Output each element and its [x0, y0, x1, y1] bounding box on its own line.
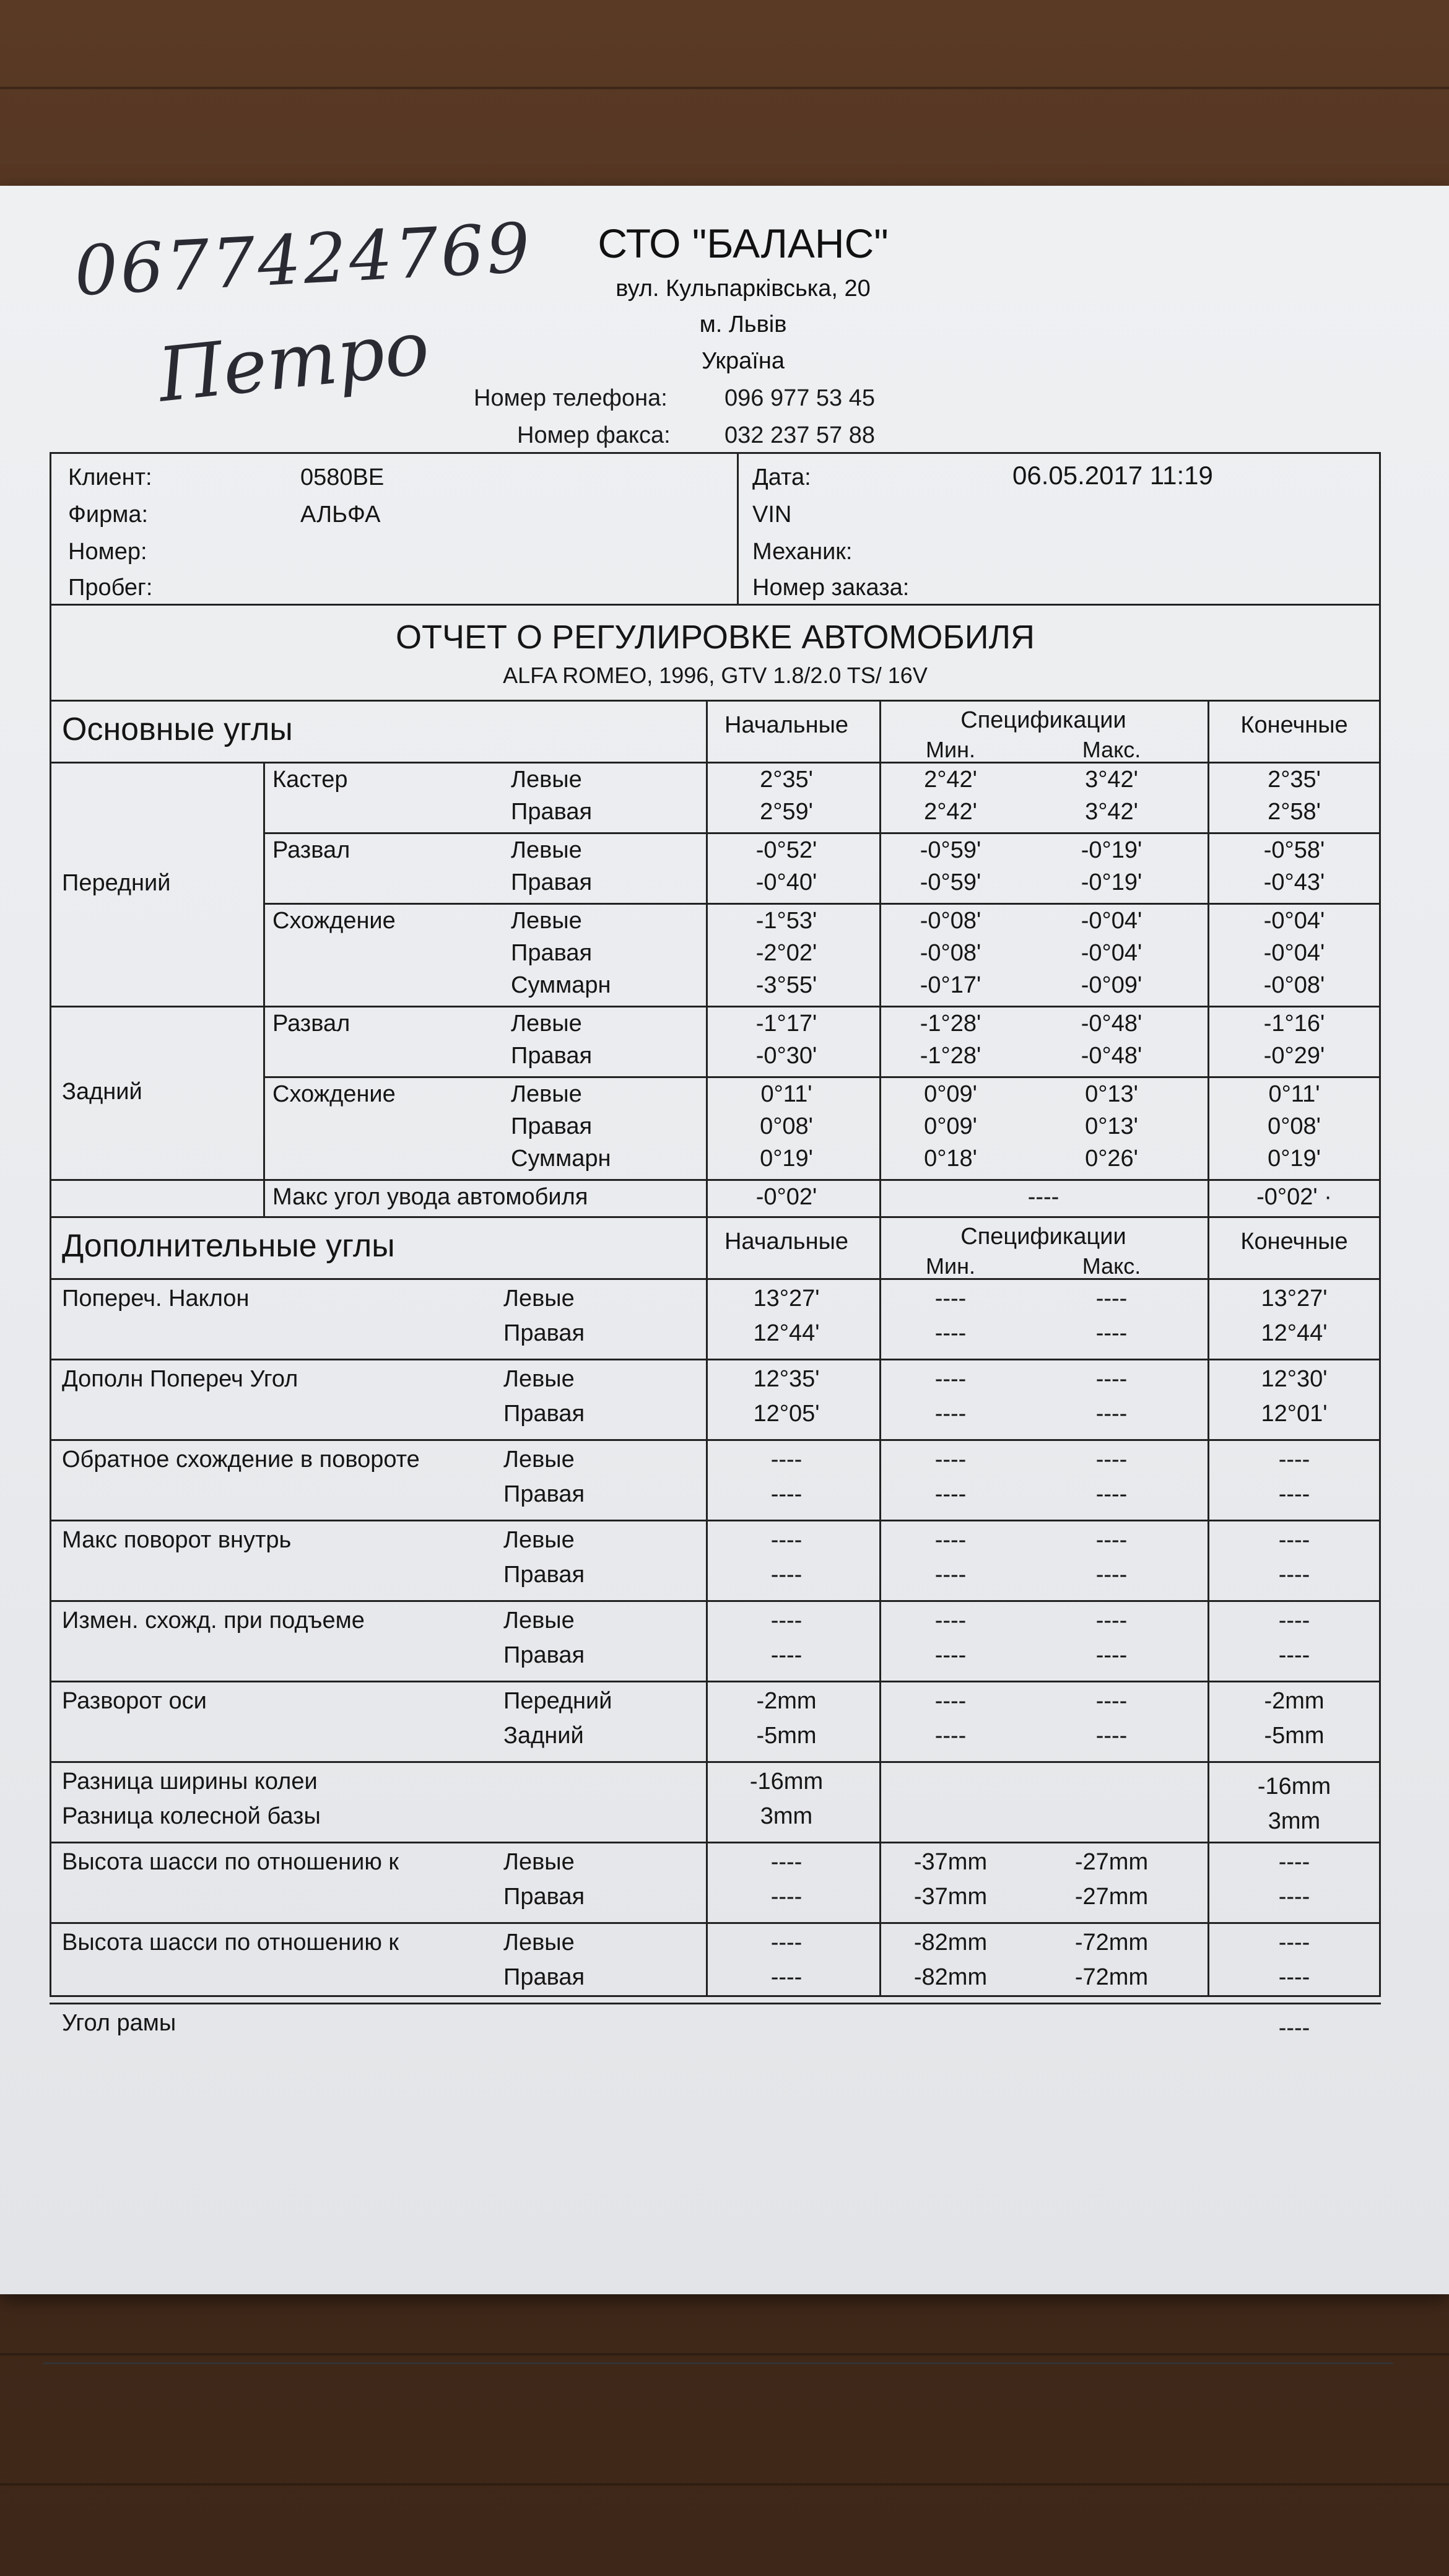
- final-value: ----: [1278, 1849, 1310, 1875]
- row-divider: [50, 1681, 1381, 1682]
- vin-label: VIN: [752, 502, 792, 528]
- row-divider: [50, 1216, 1381, 1218]
- column-header-max: Макс.: [1082, 1253, 1141, 1279]
- spec-max-value: -0°04': [1081, 908, 1142, 934]
- side-label: Левые: [511, 908, 582, 934]
- spec-max-value: 0°26': [1085, 1146, 1138, 1172]
- side-label: Правая: [503, 1642, 585, 1668]
- initial-value: -0°30': [755, 1043, 817, 1069]
- row-divider: [50, 2003, 1381, 2004]
- row-divider: [50, 1278, 1381, 1280]
- row-divider: [50, 604, 1381, 606]
- spec-min-value: -0°17': [920, 972, 981, 998]
- final-value: 0°08': [1268, 1113, 1321, 1139]
- column-header-initial: Начальные: [724, 712, 849, 738]
- column-header-final: Конечные: [1240, 1229, 1348, 1255]
- handwritten-name: Петро: [154, 305, 433, 419]
- final-value: -0°43': [1263, 869, 1325, 895]
- client-value: 0580BE: [300, 464, 385, 490]
- row-divider: [50, 1439, 1381, 1441]
- alignment-report-table: [50, 452, 1381, 2041]
- spec-min-value: ----: [934, 1527, 967, 1553]
- spec-min-value: 2°42': [924, 799, 977, 825]
- column-header-spec: Спецификации: [960, 1224, 1126, 1250]
- spec-min-value: 0°18': [924, 1146, 977, 1172]
- wood-seam: [0, 2353, 1449, 2356]
- spec-max-value: ----: [1095, 1366, 1128, 1392]
- final-value: ----: [1278, 1447, 1310, 1473]
- final-value: ----: [1278, 1930, 1310, 1956]
- final-value: -0°29': [1263, 1043, 1325, 1069]
- date-label: Дата:: [752, 464, 811, 490]
- final-value: -5mm: [1264, 1723, 1325, 1749]
- final-value: ----: [1278, 1527, 1310, 1553]
- spec-max-value: -0°19': [1081, 837, 1142, 863]
- additional-angle-name: Высота шасси по отношению к: [62, 1930, 399, 1956]
- side-label: Левые: [503, 1527, 575, 1553]
- client-label: Клиент:: [68, 464, 152, 490]
- firm-value: АЛЬФА: [300, 502, 381, 528]
- spec-min-value: ----: [934, 1320, 967, 1346]
- firm-label: Фирма:: [68, 502, 149, 528]
- paper-sheet: [0, 186, 1449, 2294]
- additional-angle-name: Разница ширины колеи: [62, 1769, 318, 1795]
- side-label: Левые: [503, 1286, 575, 1312]
- bottom-rule: [43, 2362, 1393, 2364]
- spec-max-value: -0°09': [1081, 972, 1142, 998]
- row-divider: [50, 1600, 1381, 1602]
- angle-name: Схождение: [272, 908, 396, 934]
- spec-min-value: ----: [934, 1481, 967, 1507]
- final-value: ----: [1278, 1481, 1310, 1507]
- column-divider: [1208, 1216, 1209, 1997]
- final-value: -0°04': [1263, 940, 1325, 966]
- side-label: Задний: [503, 1723, 584, 1749]
- side-label: Левые: [511, 1011, 582, 1037]
- side-label: Левые: [503, 1608, 575, 1634]
- final-value: 12°44': [1261, 1320, 1328, 1346]
- wood-seam: [0, 2483, 1449, 2486]
- order-number-label: Номер заказа:: [752, 575, 910, 601]
- spec-min-value: ----: [934, 1723, 967, 1749]
- initial-value: ----: [770, 1642, 803, 1668]
- phone-label: Номер телефона:: [474, 385, 668, 411]
- row-divider: [50, 700, 1381, 702]
- initial-value: -16mm: [749, 1769, 824, 1795]
- final-value: 0°19': [1268, 1146, 1321, 1172]
- spec-min-value: ----: [934, 1608, 967, 1634]
- spec-min-value: 0°09': [924, 1113, 977, 1139]
- initial-value: 12°35': [753, 1366, 820, 1392]
- spec-max-value: ----: [1095, 1642, 1128, 1668]
- spec-min-value: -1°28': [920, 1011, 981, 1037]
- column-divider: [879, 1216, 881, 1997]
- company-street: вул. Кульпарківська, 20: [616, 276, 871, 302]
- spec-max-value: ----: [1095, 1723, 1128, 1749]
- row-divider: [50, 1359, 1381, 1360]
- initial-value: 0°11': [760, 1081, 812, 1107]
- wood-seam: [0, 87, 1449, 89]
- additional-angle-name: Угол рамы: [62, 2010, 176, 2036]
- spec-max-value: ----: [1095, 1527, 1128, 1553]
- final-value: ----: [1278, 1642, 1310, 1668]
- angle-name: Развал: [272, 1011, 350, 1037]
- date-value: 06.05.2017 11:19: [1012, 461, 1213, 490]
- spec-min-value: -82mm: [913, 1930, 988, 1956]
- initial-value: 12°44': [753, 1320, 820, 1346]
- initial-value: ----: [770, 1930, 803, 1956]
- initial-value: -0°52': [755, 837, 817, 863]
- initial-value: 12°05': [753, 1401, 820, 1427]
- fax-label: Номер факса:: [517, 422, 671, 448]
- row-divider: [263, 832, 1381, 834]
- spec-min-value: ----: [934, 1366, 967, 1392]
- company-country: Україна: [701, 348, 785, 374]
- spec-max-value: -0°48': [1081, 1043, 1142, 1069]
- side-label: Правая: [511, 799, 593, 825]
- spec-min-value: -82mm: [913, 1964, 988, 1990]
- side-label: Левые: [503, 1849, 575, 1875]
- spec-max-value: 0°13': [1085, 1113, 1138, 1139]
- initial-value: 0°08': [760, 1113, 813, 1139]
- final-value: ----: [1278, 2015, 1310, 2041]
- spec-max-value: -27mm: [1074, 1849, 1149, 1875]
- initial-value: 2°59': [760, 799, 813, 825]
- initial-value: -2mm: [756, 1688, 817, 1714]
- column-divider: [1208, 700, 1209, 1216]
- row-divider: [263, 1076, 1381, 1078]
- side-label: Правая: [503, 1481, 585, 1507]
- column-header-final: Конечные: [1240, 712, 1348, 738]
- axle-label: Передний: [62, 870, 171, 896]
- side-label: Правая: [503, 1320, 585, 1346]
- spec-min-value: -0°59': [920, 869, 981, 895]
- row-divider: [50, 1842, 1381, 1843]
- fax-value: 032 237 57 88: [724, 422, 876, 448]
- initial-value: ----: [770, 1608, 803, 1634]
- side-label: Левые: [511, 837, 582, 863]
- final-value: -0°04': [1263, 908, 1325, 934]
- spec-max-value: ----: [1095, 1320, 1128, 1346]
- column-divider: [879, 700, 881, 1216]
- side-label: Левые: [511, 767, 582, 793]
- spec-min-value: ----: [934, 1562, 967, 1588]
- spec-max-value: -0°48': [1081, 1011, 1142, 1037]
- row-divider: [50, 1520, 1381, 1521]
- final-value: ----: [1278, 1608, 1310, 1634]
- spec-min-value: ----: [934, 1286, 967, 1312]
- initial-value: ----: [770, 1481, 803, 1507]
- initial-value: -1°53': [755, 908, 817, 934]
- final-value: 3mm: [1268, 1808, 1321, 1834]
- initial-value: ----: [770, 1447, 803, 1473]
- final-value: 0°11': [1268, 1081, 1320, 1107]
- initial-value: ----: [770, 1964, 803, 1990]
- spec-min-value: ----: [934, 1401, 967, 1427]
- initial-value: -5mm: [756, 1723, 817, 1749]
- spec-max-value: 3°42': [1085, 799, 1138, 825]
- final-value: 12°01': [1261, 1401, 1328, 1427]
- section-title-additional-angles: Дополнительные углы: [62, 1228, 395, 1264]
- final-value: ----: [1278, 1562, 1310, 1588]
- initial-value: -3°55': [755, 972, 817, 998]
- final-value: ----: [1278, 1884, 1310, 1910]
- initial-value: ----: [770, 1527, 803, 1553]
- spec-min-value: 2°42': [924, 767, 977, 793]
- company-name: СТО "БАЛАНС": [598, 220, 889, 266]
- spec-max-value: ----: [1095, 1688, 1128, 1714]
- final-value: ----: [1278, 1964, 1310, 1990]
- initial-value: ----: [770, 1884, 803, 1910]
- initial-value: 3mm: [760, 1803, 813, 1829]
- side-label: Левые: [511, 1081, 582, 1107]
- additional-angle-name: Попереч. Наклон: [62, 1286, 250, 1312]
- spec-min-value: ----: [934, 1688, 967, 1714]
- additional-angle-name: Высота шасси по отношению к: [62, 1849, 399, 1875]
- row-divider: [50, 1179, 1381, 1181]
- spec-max-value: 3°42': [1085, 767, 1138, 793]
- initial-value: 2°35': [760, 767, 813, 793]
- column-header-initial: Начальные: [724, 1229, 849, 1255]
- spec-max-value: -72mm: [1074, 1930, 1149, 1956]
- spec-min-value: -37mm: [913, 1849, 988, 1875]
- additional-angle-name: Обратное схождение в повороте: [62, 1447, 420, 1473]
- section-title-main-angles: Основные углы: [62, 711, 293, 747]
- angle-name: Схождение: [272, 1081, 396, 1107]
- side-label: Суммарн: [511, 972, 611, 998]
- column-header-min: Мин.: [926, 737, 975, 762]
- spec-min-value: ----: [934, 1642, 967, 1668]
- column-divider: [706, 700, 708, 1216]
- spec-min-value: -0°08': [920, 940, 981, 966]
- column-header-min: Мин.: [926, 1253, 975, 1279]
- report-title: ОТЧЕТ О РЕГУЛИРОВКЕ АВТОМОБИЛЯ: [395, 619, 1035, 656]
- additional-angle-name: Макс поворот внутрь: [62, 1527, 292, 1553]
- spec-min-value: -1°28': [920, 1043, 981, 1069]
- final-value: 2°35': [1268, 767, 1321, 793]
- mechanic-label: Механик:: [752, 539, 853, 565]
- initial-value: -1°17': [755, 1011, 817, 1037]
- thrust-final-value: -0°02' ·: [1256, 1184, 1332, 1210]
- company-city: м. Львів: [699, 311, 787, 337]
- column-header-max: Макс.: [1082, 737, 1141, 762]
- row-divider: [263, 903, 1381, 905]
- spec-min-value: -0°59': [920, 837, 981, 863]
- angle-name: Развал: [272, 837, 350, 863]
- column-divider: [706, 1216, 708, 1997]
- initial-value: ----: [770, 1562, 803, 1588]
- side-label: Правая: [511, 1043, 593, 1069]
- spec-max-value: -72mm: [1074, 1964, 1149, 1990]
- side-label: Суммарн: [511, 1146, 611, 1172]
- spec-max-value: -0°19': [1081, 869, 1142, 895]
- spec-min-value: 0°09': [924, 1081, 977, 1107]
- side-label: Правая: [511, 940, 593, 966]
- side-label: Левые: [503, 1366, 575, 1392]
- column-divider: [737, 452, 739, 604]
- vehicle-info: ALFA ROMEO, 1996, GTV 1.8/2.0 TS/ 16V: [503, 663, 928, 688]
- initial-value: -0°40': [755, 869, 817, 895]
- spec-max-value: ----: [1095, 1481, 1128, 1507]
- additional-angle-name: Разворот оси: [62, 1688, 207, 1714]
- spec-max-value: 0°13': [1085, 1081, 1138, 1107]
- spec-min-value: -0°08': [920, 908, 981, 934]
- initial-value: 0°19': [760, 1146, 813, 1172]
- column-header-spec: Спецификации: [960, 707, 1126, 733]
- axle-label: Задний: [62, 1079, 142, 1105]
- side-label: Правая: [503, 1884, 585, 1910]
- final-value: -1°16': [1263, 1011, 1325, 1037]
- spec-max-value: -0°04': [1081, 940, 1142, 966]
- side-label: Правая: [511, 869, 593, 895]
- side-label: Правая: [503, 1401, 585, 1427]
- thrust-initial-value: -0°02': [755, 1184, 817, 1210]
- side-label: Правая: [511, 1113, 593, 1139]
- row-divider: [50, 762, 1381, 764]
- angle-name: Кастер: [272, 767, 348, 793]
- spec-max-value: ----: [1095, 1562, 1128, 1588]
- mileage-label: Пробег:: [68, 575, 153, 601]
- additional-angle-name: Разница колесной базы: [62, 1803, 321, 1829]
- column-divider: [263, 762, 265, 1216]
- number-label: Номер:: [68, 539, 147, 565]
- initial-value: ----: [770, 1849, 803, 1875]
- additional-angle-name: Измен. схожд. при подъеме: [62, 1608, 365, 1634]
- spec-max-value: ----: [1095, 1286, 1128, 1312]
- side-label: Передний: [503, 1688, 612, 1714]
- additional-angle-name: Дополн Попереч Угол: [62, 1366, 298, 1392]
- final-value: -0°08': [1263, 972, 1325, 998]
- final-value: 12°30': [1261, 1366, 1328, 1392]
- handwritten-phone: 0677424769: [72, 207, 534, 311]
- spec-max-value: ----: [1095, 1401, 1128, 1427]
- side-label: Левые: [503, 1930, 575, 1956]
- row-divider: [50, 1761, 1381, 1763]
- thrust-spec-value: ----: [1027, 1184, 1060, 1210]
- row-divider: [50, 1006, 1381, 1007]
- side-label: Правая: [503, 1964, 585, 1990]
- final-value: 13°27': [1261, 1286, 1328, 1312]
- thrust-angle-label: Макс угол увода автомобиля: [272, 1184, 588, 1210]
- spec-max-value: -27mm: [1074, 1884, 1149, 1910]
- final-value: 2°58': [1268, 799, 1321, 825]
- spec-max-value: ----: [1095, 1608, 1128, 1634]
- phone-value: 096 977 53 45: [724, 385, 876, 411]
- final-value: -0°58': [1263, 837, 1325, 863]
- initial-value: 13°27': [753, 1286, 820, 1312]
- spec-min-value: -37mm: [913, 1884, 988, 1910]
- initial-value: -2°02': [755, 940, 817, 966]
- side-label: Левые: [503, 1447, 575, 1473]
- side-label: Правая: [503, 1562, 585, 1588]
- row-divider: [50, 1922, 1381, 1924]
- spec-max-value: ----: [1095, 1447, 1128, 1473]
- spec-min-value: ----: [934, 1447, 967, 1473]
- final-value: -2mm: [1264, 1688, 1325, 1714]
- final-value: -16mm: [1257, 1773, 1331, 1799]
